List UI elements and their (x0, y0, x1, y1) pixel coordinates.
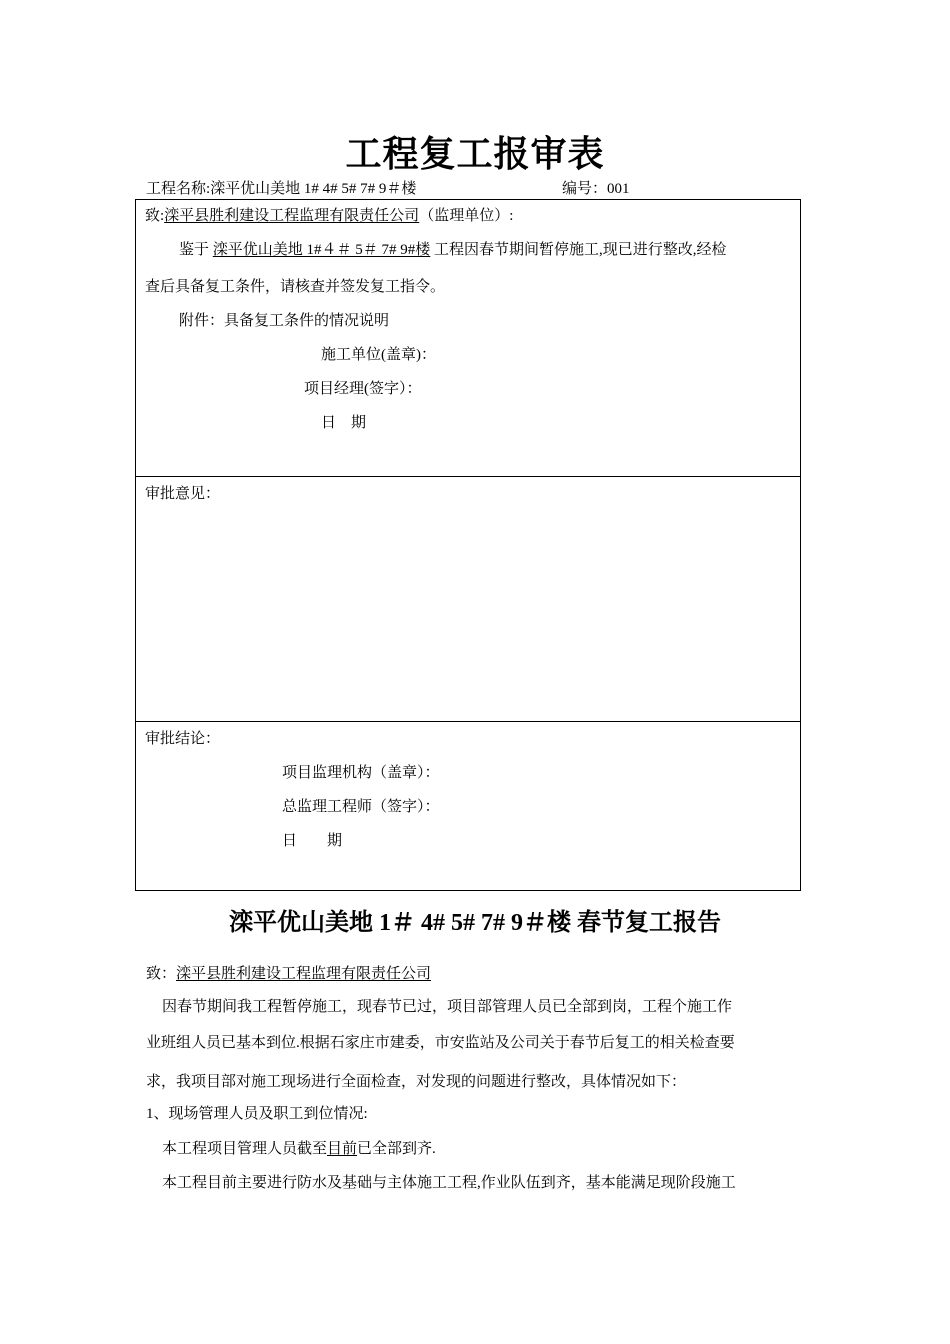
contractor-seal-label: 施工单位(盖章)： (321, 347, 436, 363)
row-divider (136, 721, 800, 722)
form-title: 工程复工报审表 (345, 134, 605, 174)
addressee-company: 滦平县胜利建设工程监理有限责任公司 (164, 208, 420, 224)
date-label: 日 期 (282, 833, 343, 849)
report-addressee-prefix: 致： (146, 966, 177, 982)
serial-number: 编号：001 (562, 181, 630, 197)
request-text: 工程因春节期间暂停施工,现已进行整改,经检 (434, 242, 727, 258)
review-form-table (135, 199, 801, 891)
report-addressee (146, 962, 431, 983)
request-line-1 (179, 238, 727, 259)
request-prefix: 鉴于 (179, 242, 210, 258)
request-project: 滦平优山美地 1#４＃ 5＃ 7# 9#楼 (212, 242, 431, 258)
report-line (162, 1137, 436, 1158)
approval-opinion-label: 审批意见： (145, 486, 221, 502)
report-title: 滦平优山美地 1＃ 4# 5# 7# 9＃楼 春节复工报告 (229, 910, 721, 936)
report-line-underlined: 目前 (327, 1141, 358, 1157)
chief-engineer-sign-label: 总监理工程师（签字）： (282, 799, 440, 815)
addressee-line (145, 204, 513, 225)
manager-sign-label: 项目经理(签字）： (304, 381, 422, 397)
report-section-heading: 1、现场管理人员及职工到位情况: (146, 1106, 368, 1122)
report-paragraph-line: 因春节期间我工程暂停施工，现春节已过，项目部管理人员已全部到岗，工程个施工作 (162, 999, 733, 1015)
row-divider (136, 476, 800, 477)
addressee-suffix: （监理单位）: (419, 208, 514, 224)
report-line: 本工程目前主要进行防水及基础与主体施工工程,作业队伍到齐，基本能满足现阶段施工 (162, 1175, 736, 1191)
report-paragraph-line: 业班组人员已基本到位.根据石家庄市建委，市安监站及公司关于春节后复工的相关检查要 (146, 1035, 735, 1051)
attachment-note: 附件：具备复工条件的情况说明 (179, 313, 390, 329)
report-paragraph-line: 求，我项目部对施工现场进行全面检查，对发现的问题进行整改，具体情况如下： (146, 1074, 687, 1090)
report-line-suffix: 已全部到齐. (357, 1141, 436, 1157)
approval-conclusion-label: 审批结论： (145, 731, 221, 747)
supervisor-seal-label: 项目监理机构（盖章）： (282, 765, 440, 781)
date-label: 日 期 (321, 415, 367, 431)
addressee-prefix: 致: (145, 208, 165, 224)
report-line-prefix: 本工程项目管理人员截至 (162, 1141, 328, 1157)
report-addressee-company: 滦平县胜利建设工程监理有限责任公司 (176, 966, 432, 982)
project-name: 工程名称:滦平优山美地 1# 4# 5# 7# 9＃楼 (146, 181, 417, 197)
request-line-2: 查后具备复工条件，请核查并签发复工指令。 (145, 279, 446, 295)
